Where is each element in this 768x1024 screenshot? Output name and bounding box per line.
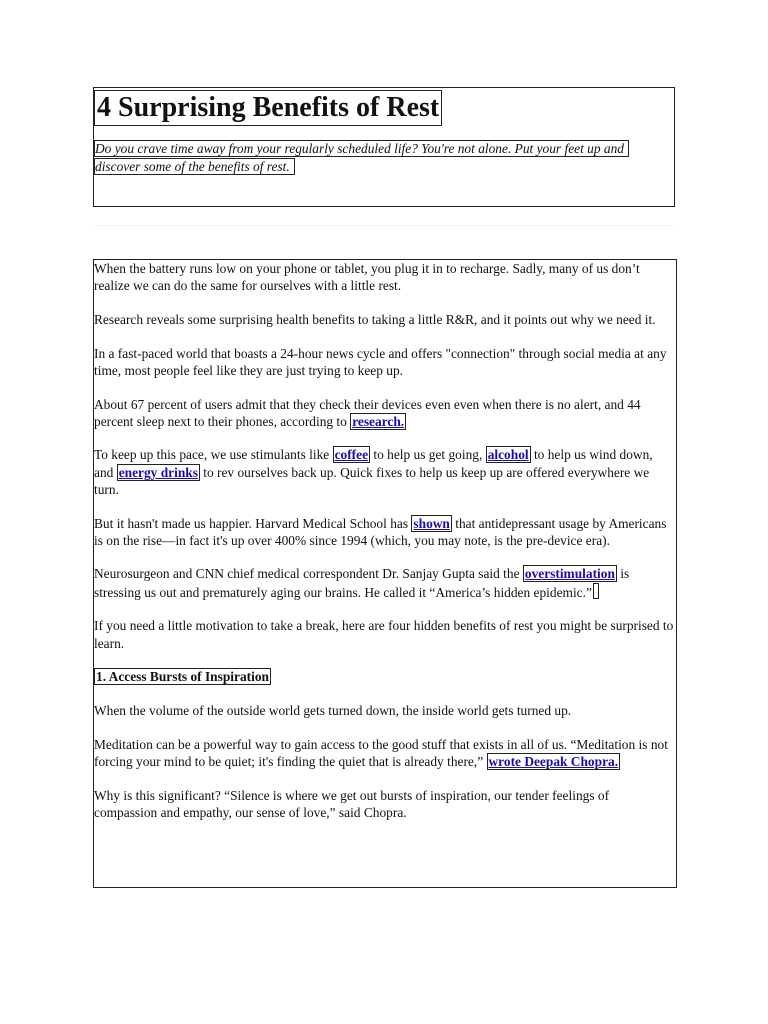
section-heading-paragraph (94, 668, 674, 685)
overstimulation-link[interactable]: overstimulation (524, 566, 615, 582)
shown-link[interactable]: shown (413, 515, 450, 531)
subtitle-text: Do you crave time away from your regularly scheduled life? You're not alone. Put your feet up and discover some of the benefits of rest. (94, 140, 629, 175)
paragraph-text: to help us get going, (370, 447, 486, 463)
page-subtitle (94, 140, 668, 175)
paragraph-text: About 67 percent of users admit that they check their devices even even when there is no alert, and 44 percent sleep next to their phones, according to (94, 396, 641, 429)
article-body (93, 259, 677, 888)
divider (93, 225, 675, 226)
paragraph-text: Neurosurgeon and CNN chief medical correspondent Dr. Sanjay Gupta said the (94, 566, 523, 582)
research-link[interactable]: research. (352, 413, 405, 429)
paragraph (94, 446, 674, 498)
article-header (93, 87, 675, 207)
energy-drinks-link[interactable]: energy drinks (118, 464, 198, 480)
paragraph-text: But it hasn't made us happier. Harvard Medical School has (94, 515, 412, 531)
paragraph (94, 736, 674, 770)
deepak-chopra-link[interactable]: wrote Deepak Chopra. (488, 753, 619, 769)
section-heading: 1. Access Bursts of Inspiration (96, 669, 269, 685)
paragraph-text: to help us wind down, and (94, 447, 653, 480)
coffee-link[interactable]: coffee (334, 447, 369, 463)
paragraph-text: that antidepressant usage by Americans is on the rise—in fact it's up over 400% since 1994 (which, you may note, is the pre-device era). (94, 515, 667, 548)
paragraph: Research reveals some surprising health benefits to taking a little R&R, and it points out why we need it. (94, 311, 656, 327)
paragraph: When the battery runs low on your phone or tablet, you plug it in to recharge. Sadly, many of us don’t realize we can do the same for ourselves with a little rest. (94, 261, 640, 294)
paragraph: Why is this significant? “Silence is where we get out bursts of inspiration, our tender feelings of compassion and empathy, our sense of love,” said Chopra. (94, 787, 610, 820)
paragraph-text: is stressing us out and prematurely aging our brains. He called it “America’s hidden epidemic.” (94, 566, 630, 600)
paragraph-text: Meditation can be a powerful way to gain access to the good stuff that exists in all of us. “Meditation is not forcing your mind to be quiet; it's finding the quiet that is already there,” (94, 736, 668, 769)
page-title: 4 Surprising Benefits of Rest (94, 90, 442, 126)
paragraph (94, 515, 674, 549)
paragraph: If you need a little motivation to take a break, here are four hidden benefits of rest you might be surprised to learn. (94, 618, 674, 651)
paragraph: When the volume of the outside world gets turned down, the inside world gets turned up. (94, 702, 572, 718)
paragraph: In a fast-paced world that boasts a 24-hour news cycle and offers "connection" through social media at any time, most people feel like they are just trying to keep up. (94, 345, 667, 378)
footnote-marker (593, 583, 599, 599)
paragraph (94, 565, 674, 600)
paragraph-text: to rev ourselves back up. Quick fixes to help us keep up are offered everywhere we turn. (94, 464, 650, 497)
paragraph-text: To keep up this pace, we use stimulants like (94, 447, 333, 463)
alcohol-link[interactable]: alcohol (487, 447, 529, 463)
paragraph (94, 396, 674, 430)
